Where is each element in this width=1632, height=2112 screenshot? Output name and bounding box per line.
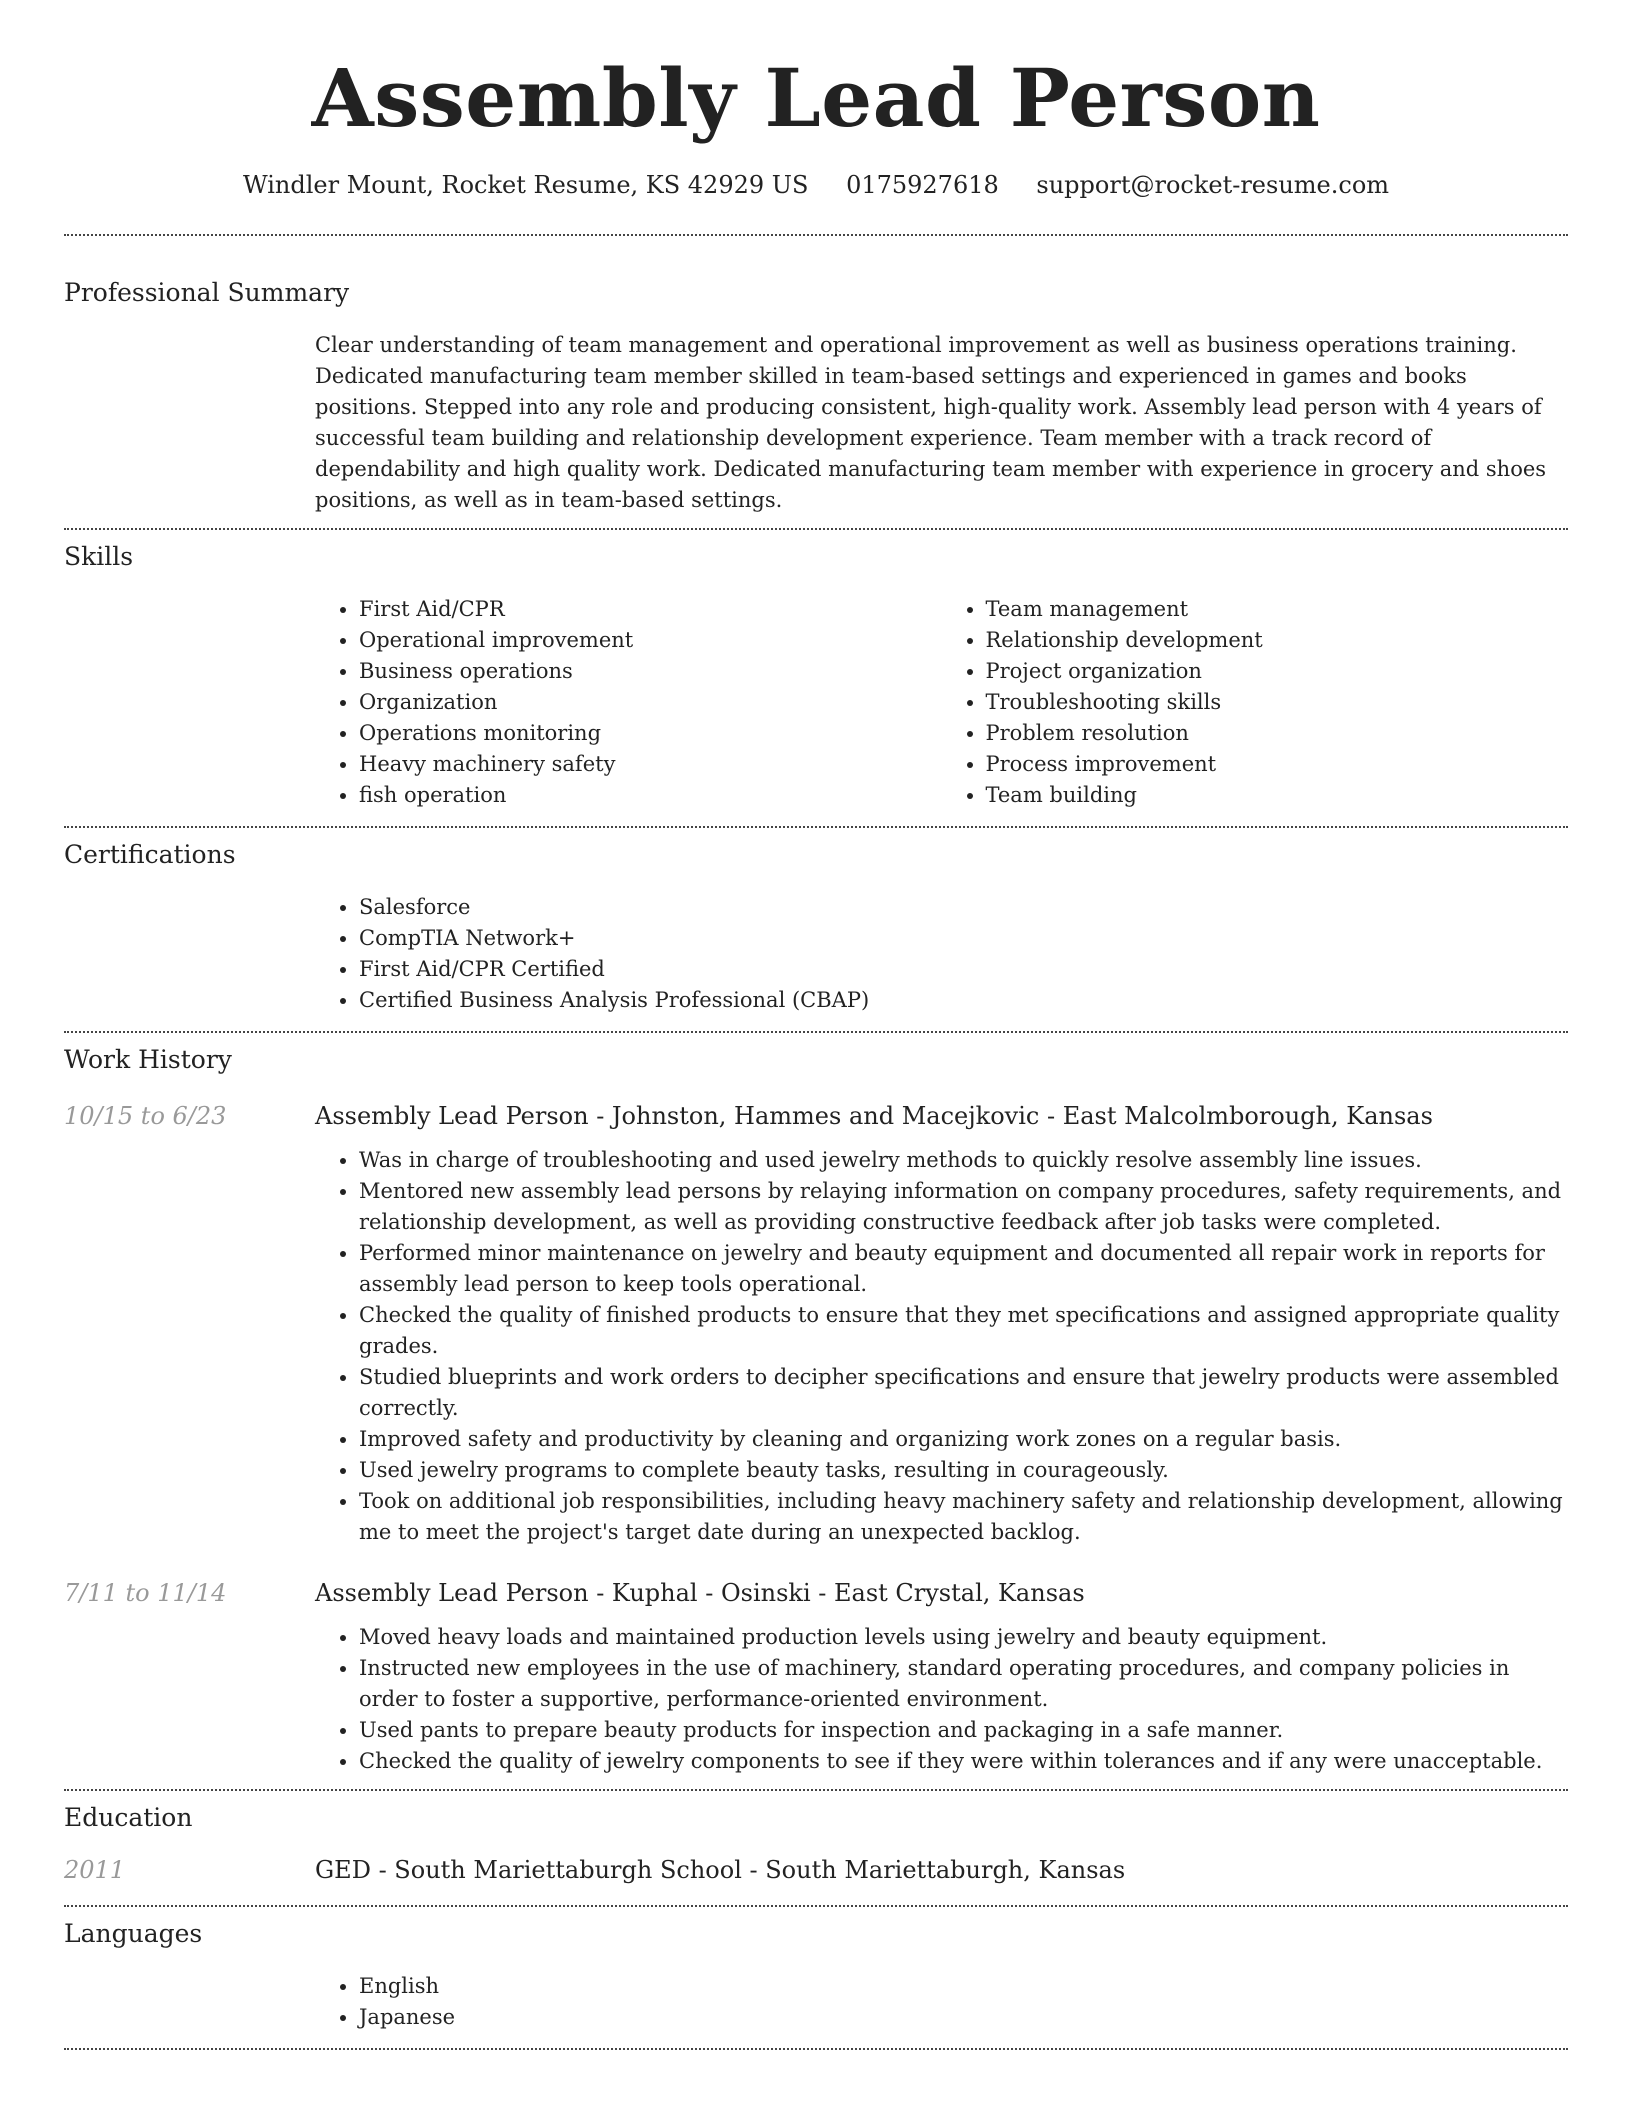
job-bullet: • Used jewelry programs to complete beauty tasks, resulting in courageously. <box>359 1455 1568 1486</box>
job-bullet: • Studied blueprints and work orders to decipher specifications and ensure that jewelry products were assembled correctly. <box>359 1362 1568 1424</box>
skill-item: • Business operations <box>359 656 942 687</box>
skills-heading: Skills <box>64 542 134 571</box>
skill-item: • Team building <box>986 780 1569 811</box>
skill-item: • Process improvement <box>986 749 1569 780</box>
certifications-list <box>315 892 1568 1016</box>
job-bullets <box>315 1622 1568 1777</box>
job-bullet: • Moved heavy loads and maintained production levels using jewelry and beauty equipment. <box>359 1622 1568 1653</box>
summary-text: Clear understanding of team management and operational improvement as well as business operations training. Dedicated manufacturing team member skilled in team-based settings and experienced in games and books positions. Stepped into any role and producing consistent, high-quality work. Assembly lead person with 4 years of successful team building and relationship development experience. Team member with a track record of dependability and high quality work. Dedicated manufacturing team member with experience in grocery and shoes positions, as well as in team-based settings. <box>315 333 1547 512</box>
languages-section <box>64 1919 1568 2033</box>
job-bullets <box>315 1145 1568 1548</box>
job-bullet: • Was in charge of troubleshooting and used jewelry methods to quickly resolve assembly line issues. <box>359 1145 1568 1176</box>
education-heading: Education <box>64 1803 193 1832</box>
skills-columns <box>315 594 1568 811</box>
skill-item: • First Aid/CPR <box>359 594 942 625</box>
job-title: Assembly Lead Person - Kuphal - Osinski - East Crystal, Kansas <box>315 1579 1085 1607</box>
skill-item: • Troubleshooting skills <box>986 687 1569 718</box>
job-bullet: • Improved safety and productivity by cleaning and organizing work zones on a regular basis. <box>359 1424 1568 1455</box>
resume-page <box>64 0 1568 2050</box>
job-bullet: • Checked the quality of jewelry components to see if they were within tolerances and if any were unacceptable. <box>359 1746 1568 1777</box>
section-divider <box>64 1789 1568 1791</box>
contact-email: support@rocket-resume.com <box>1036 171 1390 199</box>
work-history-section <box>64 1045 1568 1777</box>
languages-heading: Languages <box>64 1919 203 1948</box>
section-divider <box>64 528 1568 530</box>
contact-phone: 0175927618 <box>846 171 999 199</box>
certifications-heading: Certifications <box>64 840 236 869</box>
skill-item: • Project organization <box>986 656 1569 687</box>
education-section <box>64 1803 1568 1885</box>
certification-item: • Salesforce <box>359 892 1568 923</box>
work-history-heading: Work History <box>64 1045 232 1074</box>
certifications-section <box>64 840 1568 1016</box>
summary-section <box>64 278 1568 516</box>
skill-item: • Operations monitoring <box>359 718 942 749</box>
job-entry <box>64 1101 1568 1548</box>
skills-section <box>64 542 1568 811</box>
skills-list-left <box>315 594 942 811</box>
job-entry <box>64 1578 1568 1777</box>
skill-item: • Team management <box>986 594 1569 625</box>
contact-address: Windler Mount, Rocket Resume, KS 42929 US <box>242 171 809 199</box>
job-title: Assembly Lead Person - Johnston, Hammes and Macejkovic - East Malcolmborough, Kansas <box>315 1102 1433 1130</box>
skill-item: • Relationship development <box>986 625 1569 656</box>
certifications-content <box>315 892 1568 1016</box>
education-year: 2011 <box>64 1856 126 1884</box>
certification-item: • First Aid/CPR Certified <box>359 954 1568 985</box>
job-bullet: • Used pants to prepare beauty products for inspection and packaging in a safe manner. <box>359 1715 1568 1746</box>
job-bullet: • Mentored new assembly lead persons by relaying information on company procedures, safety requirements, and relationship development, as well as providing constructive feedback after job tasks were completed. <box>359 1176 1568 1238</box>
language-item: • Japanese <box>359 2002 1568 2033</box>
skill-item: • Heavy machinery safety <box>359 749 942 780</box>
languages-content <box>315 1971 1568 2033</box>
job-dates: 10/15 to 6/23 <box>64 1102 227 1130</box>
job-dates: 7/11 to 11/14 <box>64 1579 227 1607</box>
job-bullet: • Performed minor maintenance on jewelry and beauty equipment and documented all repair work in reports for assembly lead person to keep tools operational. <box>359 1238 1568 1300</box>
summary-heading: Professional Summary <box>64 278 350 307</box>
job-header <box>64 1101 1568 1131</box>
job-bullet: • Checked the quality of finished products to ensure that they met specifications and assigned appropriate quality grades. <box>359 1300 1568 1362</box>
skills-list-right <box>942 594 1569 811</box>
skill-item: • Problem resolution <box>986 718 1569 749</box>
section-divider <box>64 2048 1568 2050</box>
education-entry <box>64 1855 1568 1885</box>
section-divider <box>64 234 1568 236</box>
skill-item: • fish operation <box>359 780 942 811</box>
section-divider <box>64 1031 1568 1033</box>
certification-item: • CompTIA Network+ <box>359 923 1568 954</box>
skill-item: • Organization <box>359 687 942 718</box>
languages-list <box>315 1971 1568 2033</box>
job-bullet: • Instructed new employees in the use of machinery, standard operating procedures, and company policies in order to foster a supportive, performance-oriented environment. <box>359 1653 1568 1715</box>
certification-item: • Certified Business Analysis Professional (CBAP) <box>359 985 1568 1016</box>
section-divider <box>64 1905 1568 1907</box>
candidate-name: Assembly Lead Person <box>311 51 1321 145</box>
language-item: • English <box>359 1971 1568 2002</box>
contact-line <box>64 170 1568 200</box>
section-divider <box>64 826 1568 828</box>
skill-item: • Operational improvement <box>359 625 942 656</box>
education-detail: GED - South Mariettaburgh School - South Mariettaburgh, Kansas <box>315 1856 1126 1884</box>
job-header <box>64 1578 1568 1608</box>
job-bullet: • Took on additional job responsibilities, including heavy machinery safety and relationship development, allowing me to meet the project's target date during an unexpected backlog. <box>359 1486 1568 1548</box>
